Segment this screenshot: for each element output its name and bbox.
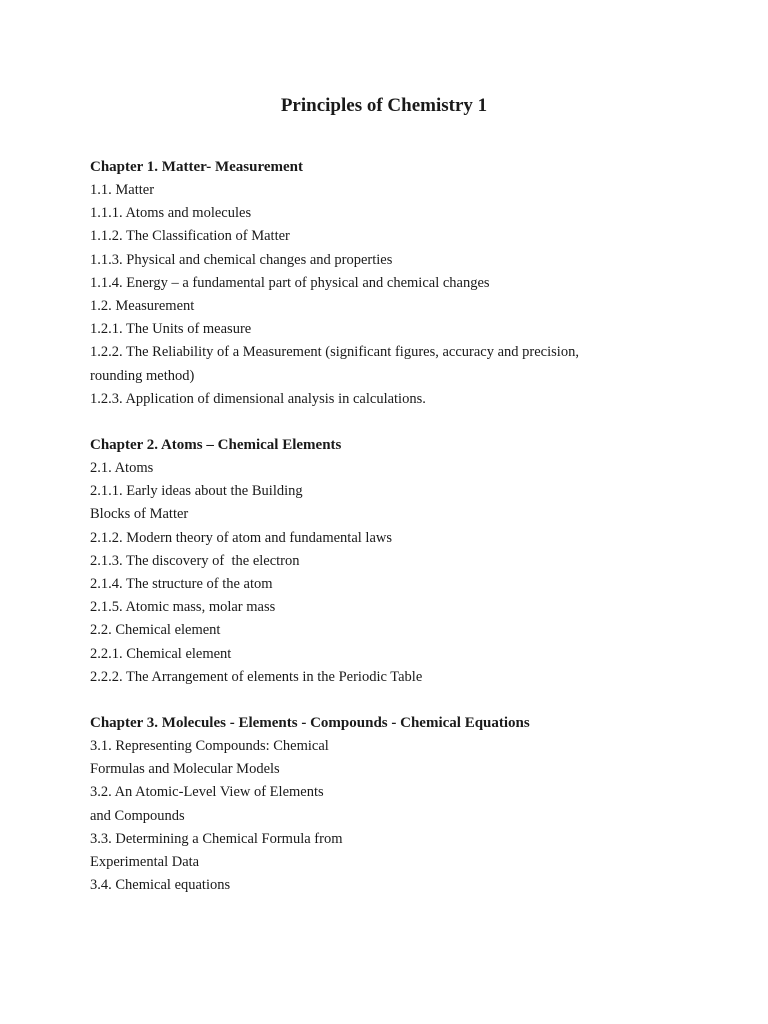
toc-entry: 2.1.4. The structure of the atom (90, 576, 273, 593)
chapter-3 (90, 712, 690, 897)
toc-entry: 2.2. Chemical element (90, 622, 221, 639)
toc-entry: 1.2.3. Application of dimensional analysis in calculations. (90, 390, 426, 407)
document-title: Principles of Chemistry 1 (280, 95, 488, 116)
chapter-entries (90, 457, 690, 689)
table-of-contents (90, 156, 690, 920)
chapter-heading: Chapter 2. Atoms – Chemical Elements (90, 437, 342, 454)
toc-entry: 1.1.4. Energy – a fundamental part of physical and chemical changes (90, 274, 490, 291)
toc-entry: 1.2.1. The Units of measure (90, 321, 252, 338)
toc-entry: Formulas and Molecular Models (90, 761, 280, 778)
toc-entry: 2.1.3. The discovery of the electron (90, 552, 300, 569)
toc-entry: 1.2.2. The Reliability of a Measurement (significant figures, accuracy and precision, (90, 344, 579, 361)
toc-entry: 2.1.1. Early ideas about the Building (90, 483, 303, 500)
chapter-1 (90, 156, 690, 411)
toc-entry: 1.2. Measurement (90, 298, 195, 315)
toc-entry: 3.2. An Atomic-Level View of Elements (90, 784, 324, 801)
toc-entry: Experimental Data (90, 854, 200, 871)
toc-entry: 2.1.5. Atomic mass, molar mass (90, 599, 276, 616)
chapter-heading: Chapter 1. Matter- Measurement (90, 159, 303, 175)
toc-entry: 1.1.2. The Classification of Matter (90, 228, 290, 245)
chapter-heading: Chapter 3. Molecules - Elements - Compounds - Chemical Equations (90, 715, 530, 732)
toc-entry: rounding method) (90, 367, 195, 384)
toc-entry: 3.3. Determining a Chemical Formula from (90, 830, 343, 847)
toc-entry: 2.1. Atoms (90, 460, 154, 477)
toc-entry: 1.1.3. Physical and chemical changes and properties (90, 251, 393, 268)
toc-entry: 3.1. Representing Compounds: Chemical (90, 738, 329, 755)
toc-entry: 2.2.1. Chemical element (90, 645, 232, 662)
toc-entry: 1.1.1. Atoms and molecules (90, 205, 252, 222)
toc-entry: 2.1.2. Modern theory of atom and fundamental laws (90, 529, 393, 546)
toc-entry: 2.2.2. The Arrangement of elements in the Periodic Table (90, 668, 423, 685)
toc-entry: and Compounds (90, 807, 185, 824)
chapter-entries (90, 735, 690, 897)
chapter-2 (90, 434, 690, 689)
toc-entry: 1.1. Matter (90, 182, 155, 198)
toc-entry: 3.4. Chemical equations (90, 877, 231, 894)
toc-entry: Blocks of Matter (90, 506, 189, 523)
chapter-entries (90, 179, 690, 411)
